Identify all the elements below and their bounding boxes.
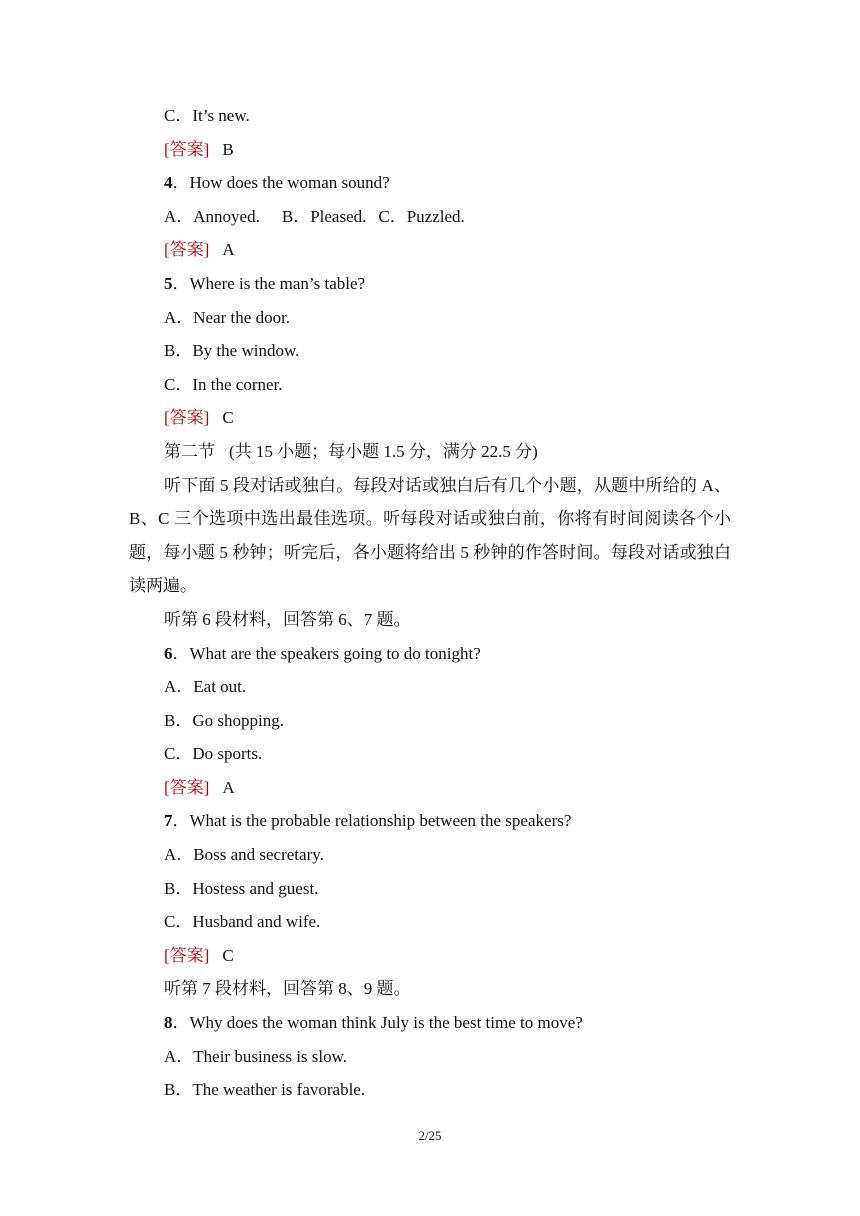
option-b-q4: B．Pleased. [281,206,367,226]
option-c-q3: C．It’s new. [164,106,250,125]
answer-line [0,771,860,805]
section-title: 第二节 [164,441,215,461]
material-heading [0,972,860,1006]
question-line [0,166,860,200]
answer-value: B [222,139,234,159]
question-text: ．Where is the man’s table? [172,273,366,293]
answer-line [0,939,860,973]
instruction-paragraph-line [0,569,860,603]
instruction-text: 读两遍。 [129,576,197,596]
answer-label: [答案] [164,408,210,428]
option-line [0,838,860,872]
option-a-q8: A．Their business is slow. [164,1046,348,1066]
question-text: ．What is the probable relationship between the speakers? [172,811,572,831]
question-number: 8 [164,1013,173,1033]
instruction-paragraph-line [0,536,860,570]
option-line [0,704,860,738]
answer-value: C [222,945,234,965]
option-a-q7: A．Boss and secretary. [164,845,324,865]
answer-value: A [222,777,235,797]
document-body [0,99,860,1107]
option-line [0,334,860,368]
option-line [0,905,860,939]
question-number: 5 [164,273,173,293]
question-text: ．What are the speakers going to do tonight? [172,643,481,663]
option-c-q7: C．Husband and wife. [164,912,321,932]
question-text: ．How does the woman sound? [172,173,390,193]
question-number: 6 [164,643,173,663]
option-line [0,1073,860,1107]
material-heading [0,603,860,637]
instruction-text: 题，每小题 5 秒钟；听完后，各小题将给出 5 秒钟的作答时间。每段对话或独白 [129,542,731,562]
option-c-q4: C．Puzzled. [378,206,465,226]
instruction-paragraph-line [0,502,860,536]
option-line [0,872,860,906]
page-number: 2/25 [418,1128,442,1143]
option-line [0,737,860,771]
question-line [0,804,860,838]
answer-value: C [222,408,234,428]
option-line [0,670,860,704]
answer-label: [答案] [164,945,210,965]
instruction-text: 听下面 5 段对话或独白。每段对话或独白后有几个小题，从题中所给的 A、 [164,475,731,495]
question-number: 7 [164,811,173,831]
question-line [0,637,860,671]
material-text: 听第 7 段材料，回答第 8、9 题。 [164,979,411,999]
material-text: 听第 6 段材料，回答第 6、7 题。 [164,609,411,629]
question-line [0,267,860,301]
instruction-text: B、C 三个选项中选出最佳选项。听每段对话或独白前，你将有时间阅读各个小 [129,509,731,529]
option-c-q6: C．Do sports. [164,744,263,764]
option-a-q4: A．Annoyed. [164,206,260,226]
instruction-paragraph-line [0,469,860,503]
question-number: 4 [164,173,173,193]
option-b-q6: B．Go shopping. [164,710,284,730]
option-line [0,1040,860,1074]
answer-line [0,401,860,435]
option-a-q5: A．Near the door. [164,307,291,327]
answer-label: [答案] [164,240,210,260]
answer-label: [答案] [164,139,210,159]
option-b-q7: B．Hostess and guest. [164,878,319,898]
question-line [0,1006,860,1040]
option-c-q5: C．In the corner. [164,374,283,394]
option-a-q6: A．Eat out. [164,677,247,697]
answer-label: [答案] [164,777,210,797]
option-line [0,99,860,133]
option-line [0,301,860,335]
answer-line [0,133,860,167]
option-b-q8: B．The weather is favorable. [164,1080,366,1100]
option-b-q5: B．By the window. [164,341,300,361]
option-line [0,200,860,234]
section-heading [0,435,860,469]
question-text: ．Why does the woman think July is the best time to move? [172,1013,583,1033]
answer-value: A [222,240,235,260]
option-line [0,368,860,402]
answer-line [0,233,860,267]
section-note: (共 15 小题；每小题 1.5 分，满分 22.5 分) [229,441,538,461]
